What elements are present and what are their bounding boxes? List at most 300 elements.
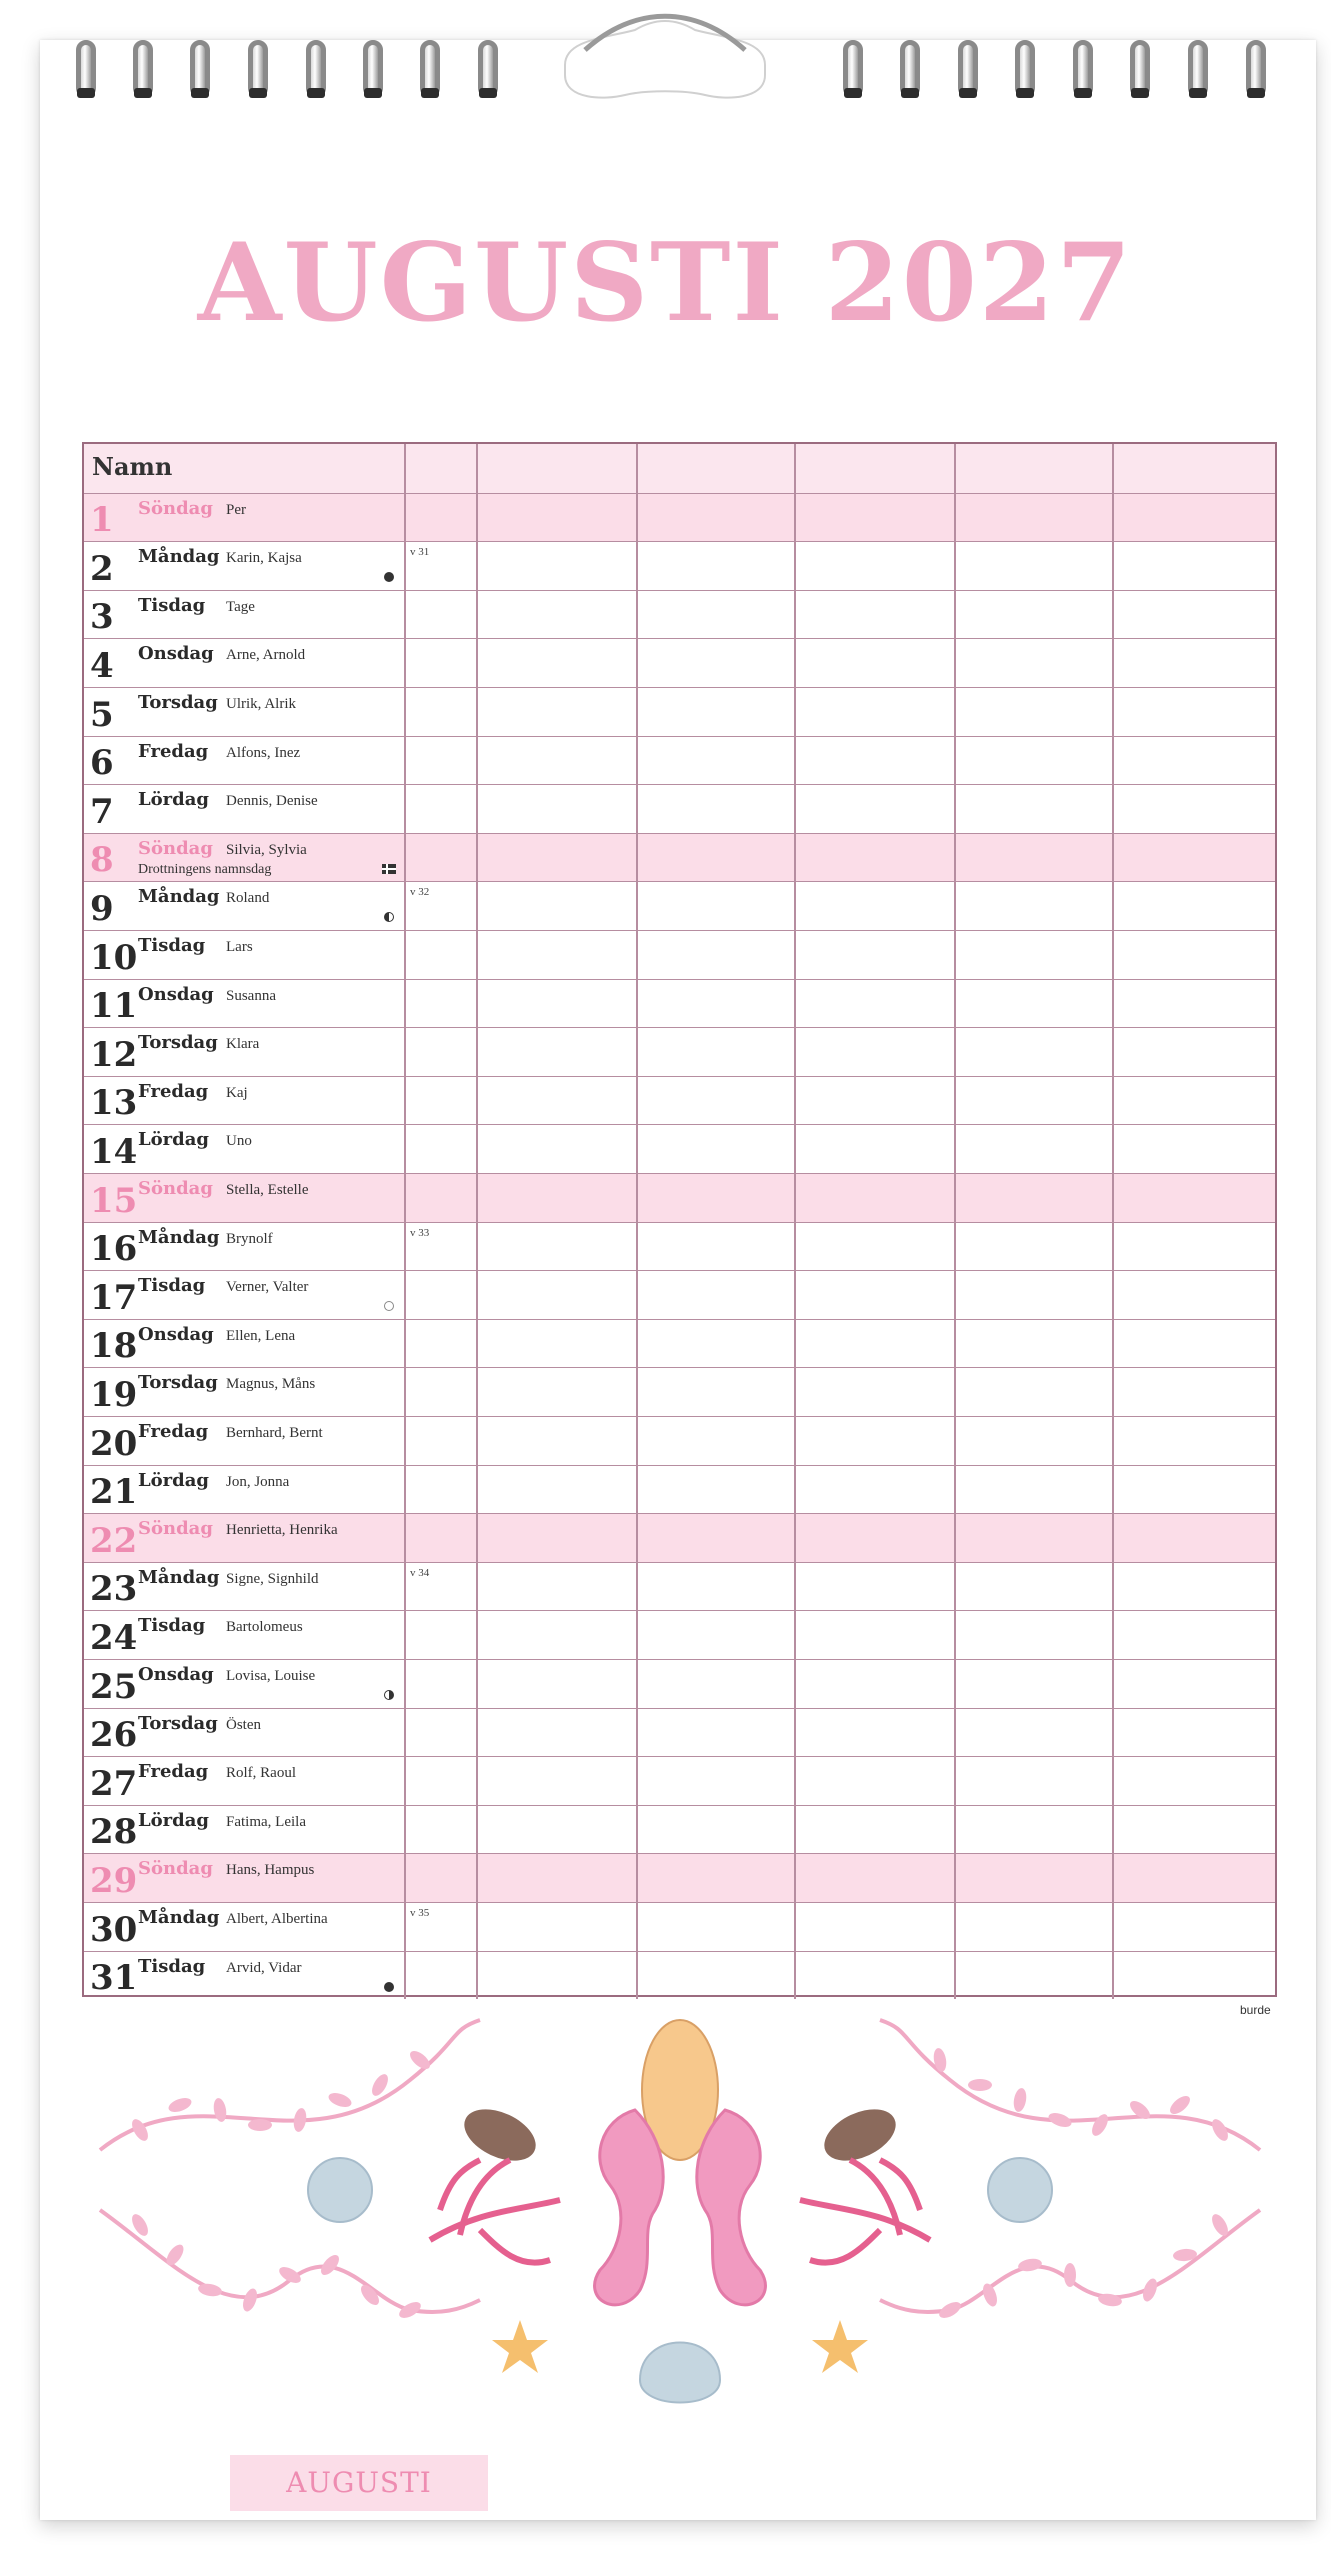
column-divider: [1112, 737, 1114, 785]
table-row[interactable]: [84, 1319, 1275, 1368]
day-number: 27: [90, 1763, 138, 1804]
column-divider: [794, 1125, 796, 1173]
column-divider: [476, 591, 478, 639]
column-divider: [404, 1320, 406, 1368]
holiday-note: Drottningens namnsdag: [138, 861, 272, 877]
column-divider: [476, 737, 478, 785]
column-divider: [404, 1514, 406, 1562]
column-divider: [1112, 1660, 1114, 1708]
table-row[interactable]: [84, 736, 1275, 785]
column-divider: [794, 1077, 796, 1125]
column-divider: [404, 834, 406, 882]
column-divider: [636, 980, 638, 1028]
brand-logo: burde: [1240, 2003, 1271, 2017]
day-number: 15: [90, 1180, 138, 1221]
column-divider: [476, 834, 478, 882]
weekday-name: Söndag: [138, 837, 213, 859]
column-divider: [404, 1125, 406, 1173]
column-divider: [404, 1806, 406, 1854]
leaf-icon: [292, 2107, 308, 2133]
column-divider: [954, 785, 956, 833]
column-divider: [636, 1125, 638, 1173]
name-days: Dennis, Denise: [226, 793, 318, 810]
column-divider: [476, 1806, 478, 1854]
column-divider: [794, 882, 796, 930]
flag-icon: [382, 864, 396, 874]
weekday-name: Söndag: [138, 1178, 213, 1199]
column-divider: [404, 444, 406, 493]
column-divider: [1112, 1757, 1114, 1805]
column-divider: [404, 494, 406, 542]
column-divider: [794, 1952, 796, 2000]
table-row[interactable]: [84, 833, 1275, 882]
name-days: Lars: [226, 939, 253, 955]
column-divider: [636, 1223, 638, 1271]
column-divider: [794, 1611, 796, 1659]
column-divider: [1112, 542, 1114, 590]
seahorse-right-icon: [697, 2110, 766, 2305]
table-row[interactable]: [84, 1027, 1275, 1076]
name-days: Bartolomeus: [226, 1619, 303, 1636]
column-divider: [476, 1514, 478, 1562]
cone-shell-right-icon: [816, 2099, 903, 2171]
day-number: 13: [90, 1083, 138, 1124]
column-divider: [404, 785, 406, 833]
column-divider: [476, 494, 478, 542]
column-divider: [794, 542, 796, 590]
day-number: 17: [90, 1277, 138, 1318]
name-days: Jon, Jonna: [226, 1473, 290, 1490]
column-divider: [1112, 1223, 1114, 1271]
day-number: 9: [90, 888, 114, 929]
column-divider: [794, 1563, 796, 1611]
weekday-name: Onsdag: [138, 983, 214, 1005]
column-divider: [476, 444, 478, 493]
moon-phase-icon: [384, 1690, 394, 1700]
leaf-icon: [327, 2090, 354, 2109]
table-row[interactable]: [84, 881, 1275, 930]
table-row[interactable]: [84, 1708, 1275, 1757]
column-divider: [636, 1611, 638, 1659]
column-divider: [1112, 882, 1114, 930]
column-divider: [404, 1223, 406, 1271]
table-row[interactable]: [84, 638, 1275, 687]
column-divider: [794, 1271, 796, 1319]
spiral-ring-icon: [355, 22, 389, 100]
column-divider: [636, 1854, 638, 1902]
name-days: Albert, Albertina: [226, 1911, 328, 1927]
month-tab[interactable]: [230, 2455, 488, 2511]
column-divider: [794, 1709, 796, 1757]
column-divider: [954, 1271, 956, 1319]
spiral-ring-icon: [835, 22, 869, 100]
column-divider: [636, 639, 638, 687]
column-divider: [636, 1368, 638, 1416]
week-number: v 35: [410, 1907, 430, 1919]
column-divider: [1112, 785, 1114, 833]
name-days: Per: [226, 501, 246, 518]
day-number: 11: [90, 986, 138, 1027]
column-divider: [476, 1271, 478, 1319]
column-divider: [954, 1320, 956, 1368]
spiral-ring-icon: [125, 22, 159, 100]
column-divider: [794, 1806, 796, 1854]
column-divider: [954, 882, 956, 930]
weekday-name: Onsdag: [138, 1664, 214, 1685]
day-number: 29: [90, 1860, 138, 1901]
column-divider: [636, 882, 638, 930]
leaf-icon: [407, 2048, 433, 2073]
name-days: Alfons, Inez: [226, 744, 301, 761]
column-divider: [476, 1903, 478, 1951]
column-divider: [794, 1174, 796, 1222]
table-row[interactable]: [84, 1951, 1275, 2000]
table-row[interactable]: [84, 1659, 1275, 1708]
table-row[interactable]: [84, 1222, 1275, 1271]
column-divider: [1112, 1563, 1114, 1611]
leaf-icon: [1167, 2093, 1193, 2118]
name-days: Roland: [226, 890, 270, 907]
column-divider: [404, 1466, 406, 1514]
column-divider: [794, 1028, 796, 1076]
day-number: 21: [90, 1472, 138, 1513]
table-header-row: [84, 444, 1275, 493]
column-divider: [476, 1563, 478, 1611]
weekday-name: Fredag: [138, 740, 209, 762]
column-divider: [476, 1223, 478, 1271]
column-divider: [794, 1466, 796, 1514]
day-number: 10: [90, 937, 138, 978]
column-divider: [954, 1709, 956, 1757]
weekday-name: Söndag: [138, 1518, 213, 1540]
scallop-left-icon: [308, 2158, 372, 2222]
leaf-icon: [167, 2095, 194, 2114]
column-divider: [794, 688, 796, 736]
column-divider: [1112, 444, 1114, 493]
day-number: 2: [90, 548, 114, 589]
coral-right-icon: [800, 2160, 930, 2263]
column-divider: [636, 1514, 638, 1562]
column-divider: [476, 1320, 478, 1368]
day-number: 18: [90, 1326, 138, 1367]
spiral-ring-icon: [182, 22, 216, 100]
column-divider: [954, 1514, 956, 1562]
weekday-name: Torsdag: [138, 1032, 218, 1054]
weekday-name: Måndag: [138, 1907, 220, 1928]
column-divider: [404, 1417, 406, 1465]
column-divider: [476, 1466, 478, 1514]
day-number: 4: [90, 645, 114, 686]
column-divider: [404, 737, 406, 785]
moon-phase-icon: [384, 1982, 394, 1992]
table-row[interactable]: [84, 979, 1275, 1028]
column-divider: [636, 542, 638, 590]
column-divider: [794, 1223, 796, 1271]
column-divider: [636, 1028, 638, 1076]
column-divider: [404, 1854, 406, 1902]
column-divider: [404, 688, 406, 736]
column-divider: [794, 444, 796, 493]
scallop-bottom-icon: [640, 2343, 720, 2403]
table-row[interactable]: [84, 1513, 1275, 1562]
weekday-name: Tisdag: [138, 935, 206, 956]
day-number: 16: [90, 1229, 138, 1270]
table-row[interactable]: [84, 1610, 1275, 1659]
table-row[interactable]: [84, 1756, 1275, 1805]
column-divider: [636, 1757, 638, 1805]
spiral-ring-icon: [470, 22, 504, 100]
column-divider: [1112, 1417, 1114, 1465]
weekday-name: Tisdag: [138, 594, 206, 616]
column-divider: [476, 1757, 478, 1805]
name-days: Arvid, Vidar: [226, 1959, 302, 1976]
column-divider: [794, 1854, 796, 1902]
name-days: Lovisa, Louise: [226, 1668, 316, 1684]
week-number: v 34: [410, 1566, 430, 1579]
column-divider: [1112, 1174, 1114, 1222]
day-number: 24: [90, 1617, 138, 1658]
leaf-icon: [163, 2242, 187, 2269]
column-divider: [954, 1660, 956, 1708]
column-divider: [794, 1903, 796, 1951]
leaf-icon: [980, 2282, 999, 2309]
spiral-ring-icon: [1122, 22, 1156, 100]
day-number: 12: [90, 1034, 138, 1075]
column-divider: [954, 1125, 956, 1173]
table-row[interactable]: [84, 1124, 1275, 1173]
table-row[interactable]: [84, 1367, 1275, 1416]
day-number: 6: [90, 743, 114, 784]
table-row[interactable]: [84, 493, 1275, 542]
column-divider: [404, 1563, 406, 1611]
column-divider: [954, 1903, 956, 1951]
column-divider: [1112, 591, 1114, 639]
column-divider: [794, 1660, 796, 1708]
column-divider: [954, 494, 956, 542]
column-divider: [404, 980, 406, 1028]
day-number: 30: [90, 1909, 138, 1950]
weekday-name: Torsdag: [138, 1372, 218, 1394]
column-divider: [794, 591, 796, 639]
column-divider: [954, 1611, 956, 1659]
name-days: Ellen, Lena: [226, 1327, 296, 1344]
name-days: Susanna: [226, 987, 276, 1004]
column-divider: [476, 1417, 478, 1465]
column-divider: [1112, 931, 1114, 979]
column-divider: [954, 1174, 956, 1222]
column-divider: [954, 1952, 956, 2000]
column-divider: [794, 639, 796, 687]
column-divider: [636, 688, 638, 736]
table-row[interactable]: [84, 1076, 1275, 1125]
table-row[interactable]: [84, 1173, 1275, 1222]
column-divider: [404, 1611, 406, 1659]
column-divider: [476, 1660, 478, 1708]
weekday-name: Onsdag: [138, 643, 214, 665]
table-row[interactable]: [84, 1562, 1275, 1611]
column-divider: [476, 1125, 478, 1173]
table-row[interactable]: [84, 784, 1275, 833]
coral-left-icon: [430, 2160, 560, 2263]
column-divider: [1112, 1320, 1114, 1368]
spiral-ring-icon: [1065, 22, 1099, 100]
table-row[interactable]: [84, 1853, 1275, 1902]
column-divider: [954, 1077, 956, 1125]
column-divider: [1112, 1271, 1114, 1319]
weekday-name: Lördag: [138, 1129, 209, 1151]
column-divider: [794, 1320, 796, 1368]
column-divider: [954, 980, 956, 1028]
column-divider: [636, 931, 638, 979]
spiral-ring-icon: [950, 22, 984, 100]
column-divider: [794, 737, 796, 785]
column-divider: [476, 785, 478, 833]
weekday-name: Måndag: [138, 1226, 220, 1248]
column-divider: [954, 1806, 956, 1854]
day-number: 20: [90, 1423, 138, 1464]
weekday-name: Fredag: [138, 1080, 209, 1102]
scallop-right-icon: [988, 2158, 1052, 2222]
column-divider: [954, 1466, 956, 1514]
column-divider: [1112, 1466, 1114, 1514]
weekday-name: Måndag: [138, 1566, 220, 1588]
column-divider: [404, 1368, 406, 1416]
column-divider: [794, 1757, 796, 1805]
column-divider: [954, 591, 956, 639]
table-row[interactable]: [84, 1902, 1275, 1951]
column-divider: [476, 1174, 478, 1222]
column-divider: [476, 639, 478, 687]
name-days: Kaj: [226, 1084, 248, 1101]
table-row[interactable]: [84, 930, 1275, 979]
column-divider: [954, 834, 956, 882]
moon-phase-icon: [384, 1301, 394, 1311]
column-divider: [636, 737, 638, 785]
sea-illustration: [80, 2010, 1280, 2450]
leaf-icon: [968, 2079, 992, 2091]
column-divider: [1112, 494, 1114, 542]
column-divider: [636, 834, 638, 882]
weekday-name: Tisdag: [138, 1955, 206, 1977]
column-divider: [1112, 1077, 1114, 1125]
weekday-name: Lördag: [138, 1809, 209, 1831]
calendar-table: [82, 442, 1277, 1997]
column-divider: [1112, 639, 1114, 687]
seahorse-left-icon: [595, 2110, 664, 2305]
column-divider: [636, 444, 638, 493]
table-row[interactable]: [84, 590, 1275, 639]
column-divider: [404, 882, 406, 930]
spiral-ring-icon: [1007, 22, 1041, 100]
column-divider: [954, 931, 956, 979]
name-days: Verner, Valter: [226, 1279, 309, 1296]
spiral-ring-icon: [1238, 22, 1272, 100]
column-divider: [954, 639, 956, 687]
day-number: 25: [90, 1666, 138, 1707]
starfish-left-icon: [492, 2320, 548, 2373]
column-divider: [476, 1077, 478, 1125]
leaf-icon: [1047, 2110, 1074, 2129]
column-divider: [954, 1368, 956, 1416]
column-divider: [476, 1368, 478, 1416]
column-divider: [476, 980, 478, 1028]
table-row[interactable]: [84, 687, 1275, 736]
weekday-name: Tisdag: [138, 1275, 206, 1297]
table-row[interactable]: [84, 1416, 1275, 1465]
table-row[interactable]: [84, 1465, 1275, 1514]
column-divider: [476, 1028, 478, 1076]
page-title: AUGUSTI 2027: [197, 220, 1134, 346]
table-row[interactable]: [84, 541, 1275, 590]
name-days: Ulrik, Alrik: [226, 696, 296, 712]
spiral-ring-icon: [298, 22, 332, 100]
column-divider: [476, 1952, 478, 2000]
day-number: 3: [90, 597, 114, 638]
weekday-name: Måndag: [138, 546, 220, 568]
column-divider: [1112, 1709, 1114, 1757]
spiral-ring-icon: [1180, 22, 1214, 100]
name-days: Stella, Estelle: [226, 1182, 309, 1198]
spiral-ring-icon: [240, 22, 274, 100]
column-divider: [794, 834, 796, 882]
column-divider: [954, 737, 956, 785]
weekday-name: Fredag: [138, 1761, 209, 1783]
leaf-icon: [1089, 2112, 1111, 2139]
leaf-icon: [1064, 2263, 1076, 2287]
leaf-icon: [248, 2119, 272, 2131]
month-tab-label: AUGUSTI: [286, 2466, 432, 2499]
column-divider: [476, 931, 478, 979]
day-number: 26: [90, 1715, 138, 1756]
column-divider: [636, 1563, 638, 1611]
column-divider: [1112, 1514, 1114, 1562]
column-divider: [954, 444, 956, 493]
table-row[interactable]: [84, 1805, 1275, 1854]
weekday-name: Tisdag: [138, 1615, 206, 1637]
hanger-hook-icon: [545, 10, 785, 130]
column-divider: [636, 1077, 638, 1125]
column-divider: [636, 785, 638, 833]
column-divider: [404, 1077, 406, 1125]
moon-phase-icon: [384, 912, 394, 922]
weekday-name: Måndag: [138, 886, 220, 908]
column-divider: [636, 1466, 638, 1514]
day-number: 23: [90, 1569, 138, 1610]
name-days: Östen: [226, 1716, 261, 1733]
name-days: Henrietta, Henrika: [226, 1522, 338, 1539]
name-days: Arne, Arnold: [226, 647, 306, 664]
column-divider: [794, 494, 796, 542]
column-divider: [1112, 1952, 1114, 2000]
name-days: Rolf, Raoul: [226, 1765, 296, 1782]
column-divider: [794, 785, 796, 833]
week-number: v 33: [410, 1226, 430, 1239]
column-divider: [954, 1563, 956, 1611]
column-divider: [1112, 1903, 1114, 1951]
day-number: 5: [90, 694, 114, 735]
column-divider: [404, 1174, 406, 1222]
weekday-name: Lördag: [138, 1469, 209, 1491]
column-divider: [1112, 1854, 1114, 1902]
day-number: 22: [90, 1520, 138, 1561]
column-divider: [636, 591, 638, 639]
column-divider: [476, 542, 478, 590]
column-divider: [954, 1223, 956, 1271]
name-days: Brynolf: [226, 1230, 273, 1247]
column-divider: [404, 1903, 406, 1951]
spiral-ring-icon: [412, 22, 446, 100]
table-row[interactable]: [84, 1270, 1275, 1319]
